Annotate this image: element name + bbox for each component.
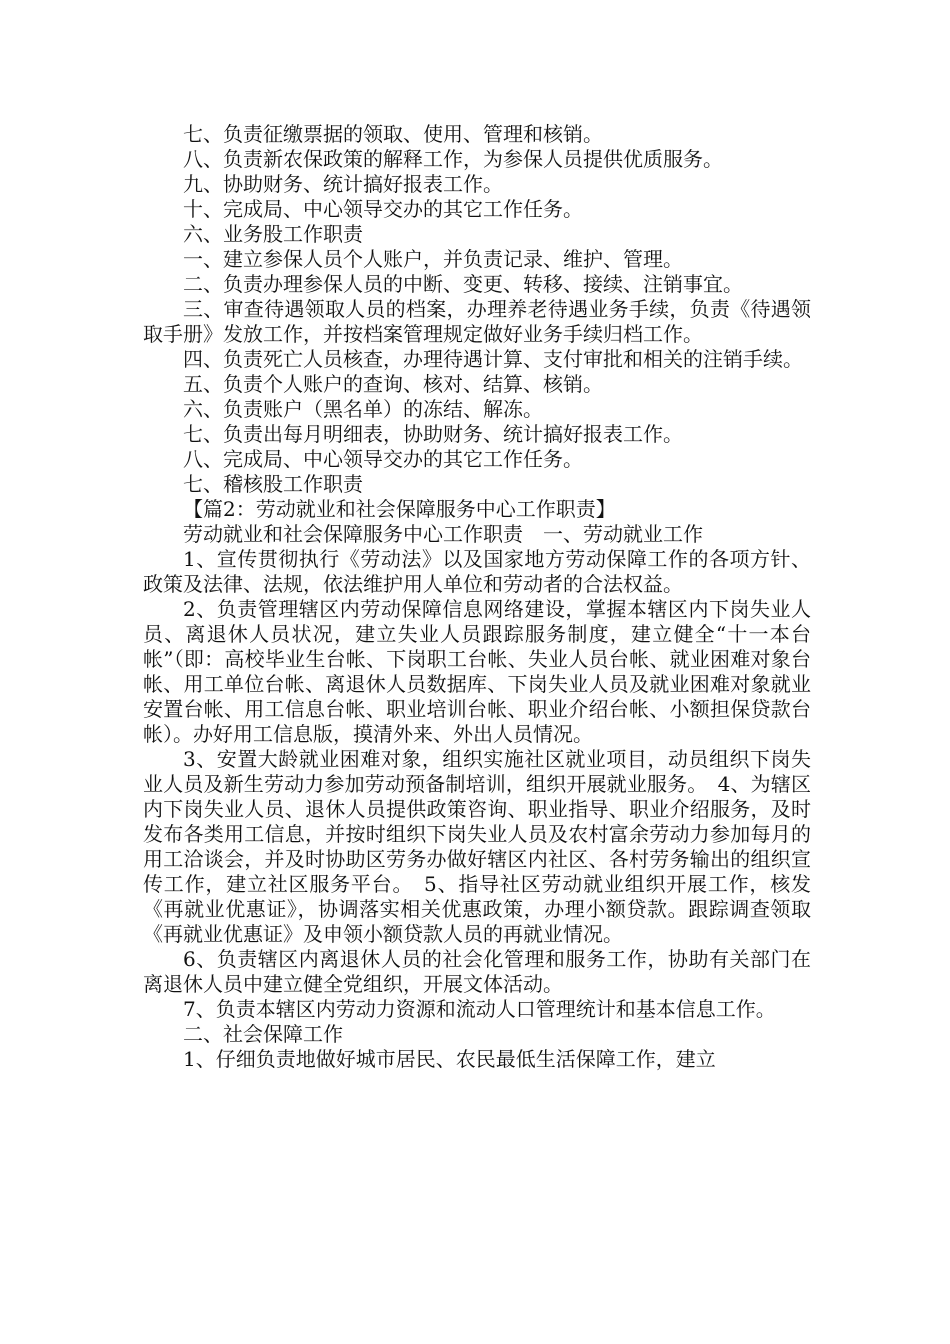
article-heading: 【篇2：劳动就业和社会保障服务中心工作职责】 — [183, 497, 616, 521]
paragraph: 一、建立参保人员个人账户，并负责记录、维护、管理。 — [183, 247, 683, 271]
paragraph: 6、负责辖区内离退休人员的社会化管理和服务工作，协助有关部门在离退休人员中建立健全党组织，开展文体活动。 — [143, 947, 811, 996]
paragraph: 7、负责本辖区内劳动力资源和流动人口管理统计和基本信息工作。 — [183, 997, 776, 1021]
paragraph: 九、协助财务、统计搞好报表工作。 — [183, 172, 503, 196]
paragraph: 1、仔细负责地做好城市居民、农民最低生活保障工作，建立 — [183, 1047, 716, 1071]
section-heading: 六、业务股工作职责 — [183, 222, 363, 246]
paragraph: 八、完成局、中心领导交办的其它工作任务。 — [183, 447, 583, 471]
paragraph: 六、负责账户（黑名单）的冻结、解冻。 — [183, 397, 543, 421]
paragraph: 四、负责死亡人员核查，办理待遇计算、支付审批和相关的注销手续。 — [183, 347, 803, 371]
paragraph: 五、负责个人账户的查询、核对、结算、核销。 — [183, 372, 603, 396]
paragraph: 三、审查待遇领取人员的档案，办理养老待遇业务手续，负责《待遇领取手册》发放工作，并按档案管理规定做好业务手续归档工作。 — [143, 297, 811, 346]
paragraph: 七、负责征缴票据的领取、使用、管理和核销。 — [183, 122, 603, 146]
paragraph: 2、负责管理辖区内劳动保障信息网络建设，掌握本辖区内下岗失业人员、离退休人员状况，建立失业人员跟踪服务制度，建立健全“十一本台帐”（即：高校毕业生台帐、下岗职工台帐、失业人员台帐、就业困难对象台帐、用工单位台帐、离退休人员数据库、下岗失业人员及就业困难对象就业安置台帐、用工信息台帐、职业培训台帐、职业介绍台帐、小额担保贷款台帐）。办好用工信息版，摸清外来、外出人员情况。 — [143, 597, 811, 746]
paragraph: 十、完成局、中心领导交办的其它工作任务。 — [183, 197, 583, 221]
article-subheading: 劳动就业和社会保障服务中心工作职责 一、劳动就业工作 — [183, 522, 703, 546]
paragraph: 1、宣传贯彻执行《劳动法》以及国家地方劳动保障工作的各项方针、政策及法律、法规，依法维护用人单位和劳动者的合法权益。 — [143, 547, 811, 596]
paragraph: 七、负责出每月明细表，协助财务、统计搞好报表工作。 — [183, 422, 683, 446]
paragraph: 3、安置大龄就业困难对象，组织实施社区就业项目，动员组织下岗失业人员及新生劳动力参加劳动预备制培训，组织开展就业服务。 4、为辖区内下岗失业人员、退休人员提供政策咨询、职业指导、职业介绍服务，及时发布各类用工信息，并按时组织下岗失业人员及农村富余劳动力参加每月的用工洽谈会，并及时协助区劳务办做好辖区内社区、各村劳务输出的组织宣传工作，建立社区服务平台。 5、指导社区劳动就业组织开展工作，核发《再就业优惠证》，协调落实相关优惠政策，办理小额贷款。跟踪调查领取《再就业优惠证》及申领小额贷款人员的再就业情况。 — [143, 747, 811, 946]
section-heading: 二、社会保障工作 — [183, 1022, 343, 1046]
section-heading: 七、稽核股工作职责 — [183, 472, 363, 496]
document-page — [143, 122, 811, 1072]
paragraph: 八、负责新农保政策的解释工作，为参保人员提供优质服务。 — [183, 147, 723, 171]
paragraph: 二、负责办理参保人员的中断、变更、转移、接续、注销事宜。 — [183, 272, 743, 296]
